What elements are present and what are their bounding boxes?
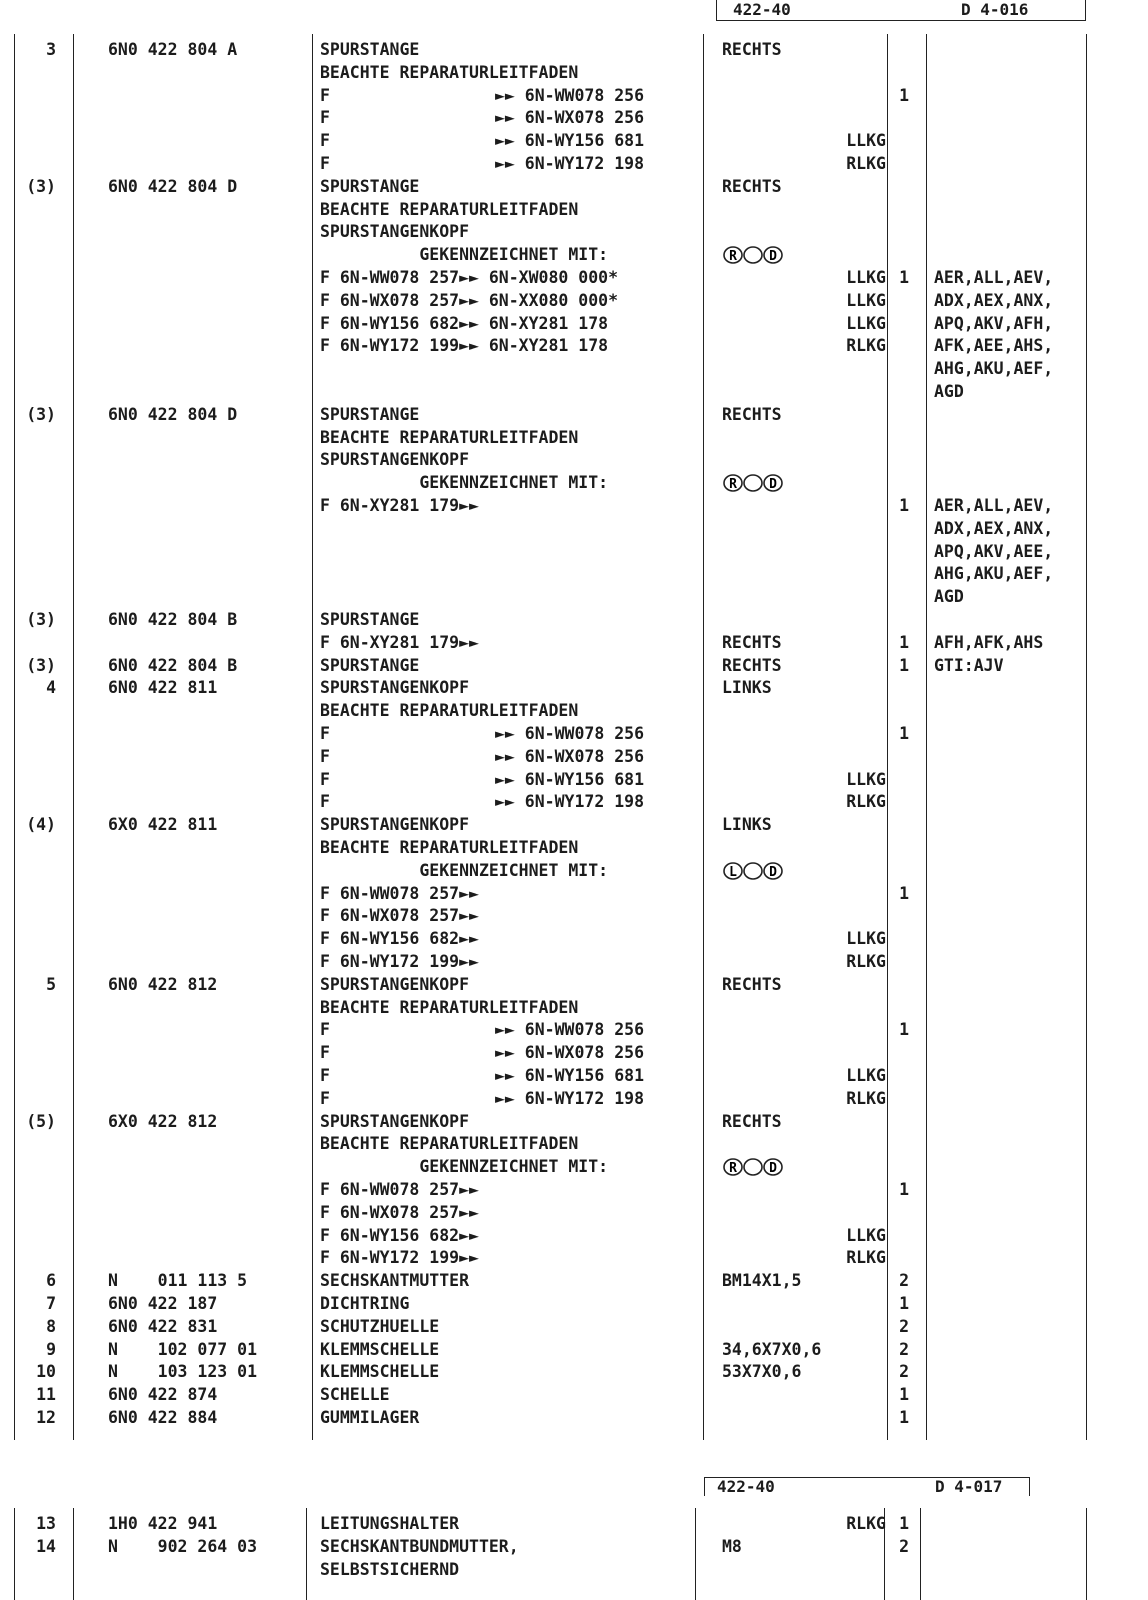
table-row <box>0 790 1148 814</box>
table-row <box>0 289 1148 313</box>
quantity: 2 <box>899 1316 909 1336</box>
serial-range-end: ►► 6N-WY156 681 <box>495 1066 645 1085</box>
table-row <box>0 1132 1148 1156</box>
steering-variant: RLKG <box>846 952 886 971</box>
item-number: (4) <box>26 815 56 835</box>
model-codes: GTI:AJV <box>934 655 1004 675</box>
table-row <box>0 517 1148 541</box>
table-row <box>0 699 1148 723</box>
description: SPURSTANGENKOPF <box>320 974 470 994</box>
remark: BM14X1,5 <box>722 1271 802 1291</box>
serial-range-end: ►► 6N-WX078 256 <box>495 1043 645 1063</box>
description: F 6N-WX078 257►► 6N-XX080 000* <box>320 290 619 310</box>
section-code: 422-40 <box>733 0 791 19</box>
description: F <box>320 769 330 789</box>
description: F 6N-WW078 257►► 6N-XW080 000* <box>320 268 619 287</box>
item-number: 13 <box>36 1514 56 1533</box>
steering-variant: LLKG <box>846 131 886 151</box>
model-codes: AFH,AFK,AHS <box>934 632 1044 652</box>
part-number: 6X0 422 812 <box>108 1111 218 1131</box>
table-row <box>0 904 1148 928</box>
description: SPURSTANGE <box>320 610 420 629</box>
serial-range-end: ►► 6N-WY156 681 <box>495 769 645 789</box>
description: SPURSTANGE <box>320 404 420 424</box>
steering-variant: LLKG <box>846 268 886 287</box>
svg-text:L: L <box>729 864 737 880</box>
svg-text:D: D <box>769 477 777 493</box>
description: F <box>320 1020 330 1040</box>
table-row <box>0 1338 1148 1362</box>
part-number: 6N0 422 884 <box>108 1408 218 1427</box>
quantity: 1 <box>899 496 909 515</box>
description: SPURSTANGENKOPF <box>320 222 470 242</box>
description: F 6N-WY172 199►► 6N-XY281 178 <box>320 336 609 356</box>
description: GEKENNZEICHNET MIT: <box>320 473 609 493</box>
description: SECHSKANTMUTTER <box>320 1271 470 1291</box>
svg-text:D: D <box>769 1161 777 1177</box>
item-number: 4 <box>46 678 56 698</box>
table-row <box>0 950 1148 974</box>
item-number: 10 <box>36 1362 56 1382</box>
serial-range-end: ►► 6N-WX078 256 <box>495 746 645 766</box>
description: F <box>320 1043 330 1063</box>
steering-variant: LLKG <box>846 290 886 310</box>
steering-variant: LLKG <box>846 769 886 789</box>
table-row <box>0 813 1148 837</box>
table-row <box>0 357 1148 381</box>
description: F 6N-WY172 199►► <box>320 1248 479 1268</box>
description: LEITUNGSHALTER <box>320 1514 460 1533</box>
quantity: 1 <box>899 268 909 287</box>
table-row <box>0 1155 1148 1179</box>
description: F <box>320 108 330 128</box>
part-number: 6N0 422 811 <box>108 678 218 698</box>
table-row <box>0 1558 1148 1582</box>
part-number: 6N0 422 804 A <box>108 40 238 59</box>
steering-variant: RLKG <box>846 1088 886 1108</box>
table-row <box>0 836 1148 860</box>
table-row <box>0 494 1148 518</box>
steering-variant: RLKG <box>846 1514 886 1533</box>
description: F <box>320 1066 330 1085</box>
remark: RECHTS <box>722 655 782 675</box>
table-row <box>0 1178 1148 1202</box>
remark: 34,6X7X0,6 <box>722 1339 822 1359</box>
table-row <box>0 448 1148 472</box>
table-row <box>0 768 1148 792</box>
table-row <box>0 220 1148 244</box>
table-row <box>0 471 1148 495</box>
table-row <box>0 403 1148 427</box>
description: DICHTRING <box>320 1294 410 1313</box>
page-number: D 4-016 <box>961 0 1029 19</box>
remark: 53X7X0,6 <box>722 1362 802 1382</box>
serial-range-end: ►► 6N-WY172 198 <box>495 792 645 812</box>
quantity: 2 <box>899 1536 909 1556</box>
part-number: 6N0 422 804 B <box>108 610 238 629</box>
quantity: 1 <box>899 85 909 105</box>
table-row <box>0 84 1148 108</box>
part-number: 6N0 422 187 <box>108 1294 218 1313</box>
table-row <box>0 1360 1148 1384</box>
description: GUMMILAGER <box>320 1408 420 1427</box>
table-row <box>0 608 1148 632</box>
part-number: 6N0 422 804 B <box>108 655 238 675</box>
table-row <box>0 1315 1148 1339</box>
table-row <box>0 631 1148 655</box>
remark: RECHTS <box>722 404 782 424</box>
quantity: 1 <box>899 655 909 675</box>
remark: RECHTS <box>722 176 782 196</box>
serial-range-end: ►► 6N-WY172 198 <box>495 154 645 173</box>
section-code: 422-40 <box>717 1477 775 1496</box>
serial-range-end: ►► 6N-WX078 256 <box>495 108 645 128</box>
description: F 6N-WY156 682►► <box>320 1225 479 1245</box>
table-row <box>0 1383 1148 1407</box>
remark: RECHTS <box>722 632 782 652</box>
model-codes: APQ,AKV,AFH, <box>934 313 1054 333</box>
table-row <box>0 540 1148 564</box>
description: BEACHTE REPARATURLEITFADEN <box>320 199 579 219</box>
description: SPURSTANGENKOPF <box>320 815 470 835</box>
table-row <box>0 996 1148 1020</box>
table-row <box>0 927 1148 951</box>
svg-text:R: R <box>729 477 737 493</box>
table-row <box>0 1269 1148 1293</box>
table-row <box>0 1224 1148 1248</box>
description: F <box>320 1088 330 1108</box>
description: KLEMMSCHELLE <box>320 1339 440 1359</box>
description: SCHUTZHUELLE <box>320 1316 440 1336</box>
identification-mark-icon <box>722 861 786 881</box>
description: BEACHTE REPARATURLEITFADEN <box>320 997 579 1017</box>
description: F <box>320 85 330 105</box>
description: BEACHTE REPARATURLEITFADEN <box>320 1134 579 1154</box>
identification-mark-icon <box>722 1157 786 1177</box>
serial-range-end: ►► 6N-WW078 256 <box>495 724 645 743</box>
description: BEACHTE REPARATURLEITFADEN <box>320 427 579 447</box>
table-row <box>0 243 1148 267</box>
description: SELBSTSICHERND <box>320 1559 460 1579</box>
description: F 6N-WW078 257►► <box>320 883 479 903</box>
table-row <box>0 1292 1148 1316</box>
table-row <box>0 882 1148 906</box>
item-number: (3) <box>26 404 56 424</box>
item-number: 6 <box>46 1271 56 1291</box>
part-number: 6X0 422 811 <box>108 815 218 835</box>
table-row <box>0 1110 1148 1134</box>
serial-range-end: ►► 6N-WW078 256 <box>495 1020 645 1040</box>
quantity: 1 <box>899 724 909 743</box>
steering-variant: RLKG <box>846 792 886 812</box>
page-header-bottom <box>704 1477 1030 1496</box>
table-row <box>0 426 1148 450</box>
table-row <box>0 1087 1148 1111</box>
identification-mark-icon <box>722 473 786 493</box>
table-row <box>0 106 1148 130</box>
table-row <box>0 859 1148 883</box>
part-number: 6N0 422 804 D <box>108 404 238 424</box>
table-row <box>0 1246 1148 1270</box>
quantity: 2 <box>899 1362 909 1382</box>
part-number: 6N0 422 804 D <box>108 176 238 196</box>
description: GEKENNZEICHNET MIT: <box>320 1157 609 1177</box>
table-row <box>0 973 1148 997</box>
steering-variant: RLKG <box>846 1248 886 1268</box>
remark: RECHTS <box>722 40 782 59</box>
remark: LINKS <box>722 815 772 835</box>
item-number: 5 <box>46 974 56 994</box>
serial-range-end: ►► 6N-WY172 198 <box>495 1088 645 1108</box>
table-row <box>0 722 1148 746</box>
table-row <box>0 198 1148 222</box>
page-header-top <box>716 0 1086 21</box>
item-number: 9 <box>46 1339 56 1359</box>
description: SCHELLE <box>320 1385 390 1405</box>
quantity: 1 <box>899 1408 909 1427</box>
description: SPURSTANGE <box>320 176 420 196</box>
remark: M8 <box>722 1536 742 1556</box>
item-number: 8 <box>46 1316 56 1336</box>
description: SPURSTANGENKOPF <box>320 450 470 470</box>
description: BEACHTE REPARATURLEITFADEN <box>320 838 579 857</box>
description: SPURSTANGENKOPF <box>320 1111 470 1131</box>
quantity: 2 <box>899 1271 909 1291</box>
model-codes: AGD <box>934 382 964 401</box>
description: F 6N-WX078 257►► <box>320 1202 479 1222</box>
table-row <box>0 1512 1148 1536</box>
identification-mark-icon <box>722 245 786 265</box>
quantity: 1 <box>899 1180 909 1199</box>
description: F 6N-WY156 682►► 6N-XY281 178 <box>320 313 609 333</box>
steering-variant: LLKG <box>846 313 886 333</box>
table-row <box>0 175 1148 199</box>
item-number: 14 <box>36 1536 56 1556</box>
model-codes: APQ,AKV,AEE, <box>934 541 1054 561</box>
description: F 6N-WX078 257►► <box>320 906 479 926</box>
description: F <box>320 792 330 812</box>
remark: RECHTS <box>722 1111 782 1131</box>
table-row <box>0 312 1148 336</box>
table-row <box>0 334 1148 358</box>
description: BEACHTE REPARATURLEITFADEN <box>320 62 579 82</box>
steering-variant: RLKG <box>846 336 886 356</box>
part-number: N 103 123 01 <box>108 1362 258 1382</box>
item-number: (3) <box>26 655 56 675</box>
description: SECHSKANTBUNDMUTTER, <box>320 1536 519 1556</box>
description: F <box>320 131 330 151</box>
model-codes: AER,ALL,AEV, <box>934 496 1054 515</box>
table-row <box>0 1406 1148 1430</box>
table-row <box>0 61 1148 85</box>
model-codes: AER,ALL,AEV, <box>934 268 1054 287</box>
item-number: 11 <box>36 1385 56 1405</box>
part-number: 1H0 422 941 <box>108 1514 218 1533</box>
model-codes: AGD <box>934 587 964 607</box>
quantity: 1 <box>899 632 909 652</box>
part-number: 6N0 422 831 <box>108 1316 218 1336</box>
part-number: N 902 264 03 <box>108 1536 258 1556</box>
description: F 6N-WY172 199►► <box>320 952 479 971</box>
description: F <box>320 154 330 173</box>
quantity: 1 <box>899 883 909 903</box>
description: SPURSTANGE <box>320 655 420 675</box>
table-row <box>0 129 1148 153</box>
description: BEACHTE REPARATURLEITFADEN <box>320 701 579 721</box>
table-row <box>0 152 1148 176</box>
steering-variant: RLKG <box>846 154 886 173</box>
model-codes: ADX,AEX,ANX, <box>934 518 1054 538</box>
table-row <box>0 1064 1148 1088</box>
part-number: N 102 077 01 <box>108 1339 258 1359</box>
serial-range-end: ►► 6N-WY156 681 <box>495 131 645 151</box>
model-codes: AFK,AEE,AHS, <box>934 336 1054 356</box>
part-number: 6N0 422 874 <box>108 1385 218 1405</box>
quantity: 2 <box>899 1339 909 1359</box>
table-row <box>0 1018 1148 1042</box>
item-number: 12 <box>36 1408 56 1427</box>
model-codes: AHG,AKU,AEF, <box>934 359 1054 379</box>
description: F 6N-XY281 179►► <box>320 496 479 515</box>
description: F 6N-WW078 257►► <box>320 1180 479 1199</box>
quantity: 1 <box>899 1294 909 1313</box>
table-row <box>0 676 1148 700</box>
description: GEKENNZEICHNET MIT: <box>320 245 609 265</box>
description: KLEMMSCHELLE <box>320 1362 440 1382</box>
table-row <box>0 266 1148 290</box>
svg-text:R: R <box>729 249 737 265</box>
model-codes: AHG,AKU,AEF, <box>934 564 1054 584</box>
quantity: 1 <box>899 1385 909 1405</box>
steering-variant: LLKG <box>846 1066 886 1085</box>
item-number: 7 <box>46 1294 56 1313</box>
svg-text:R: R <box>729 1161 737 1177</box>
part-number: 6N0 422 812 <box>108 974 218 994</box>
description: SPURSTANGENKOPF <box>320 678 470 698</box>
quantity: 1 <box>899 1020 909 1040</box>
svg-text:D: D <box>769 249 777 265</box>
remark: RECHTS <box>722 974 782 994</box>
description: F 6N-WY156 682►► <box>320 929 479 949</box>
table-row <box>0 654 1148 678</box>
part-number: N 011 113 5 <box>108 1271 248 1291</box>
description: F 6N-XY281 179►► <box>320 632 479 652</box>
item-number: (3) <box>26 176 56 196</box>
table-row <box>0 562 1148 586</box>
item-number: (3) <box>26 610 56 629</box>
svg-text:D: D <box>769 864 777 880</box>
table-row <box>0 1535 1148 1559</box>
steering-variant: LLKG <box>846 1225 886 1245</box>
serial-range-end: ►► 6N-WW078 256 <box>495 85 645 105</box>
remark: LINKS <box>722 678 772 698</box>
table-row <box>0 38 1148 62</box>
description: F <box>320 724 330 743</box>
table-row <box>0 1041 1148 1065</box>
description: F <box>320 746 330 766</box>
steering-variant: LLKG <box>846 929 886 949</box>
model-codes: ADX,AEX,ANX, <box>934 290 1054 310</box>
table-row <box>0 745 1148 769</box>
table-row <box>0 1201 1148 1225</box>
page-number: D 4-017 <box>935 1477 1003 1496</box>
table-row <box>0 380 1148 404</box>
quantity: 1 <box>899 1514 909 1533</box>
description: SPURSTANGE <box>320 40 420 59</box>
item-number: 3 <box>46 40 56 59</box>
item-number: (5) <box>26 1111 56 1131</box>
table-row <box>0 585 1148 609</box>
description: GEKENNZEICHNET MIT: <box>320 860 609 880</box>
